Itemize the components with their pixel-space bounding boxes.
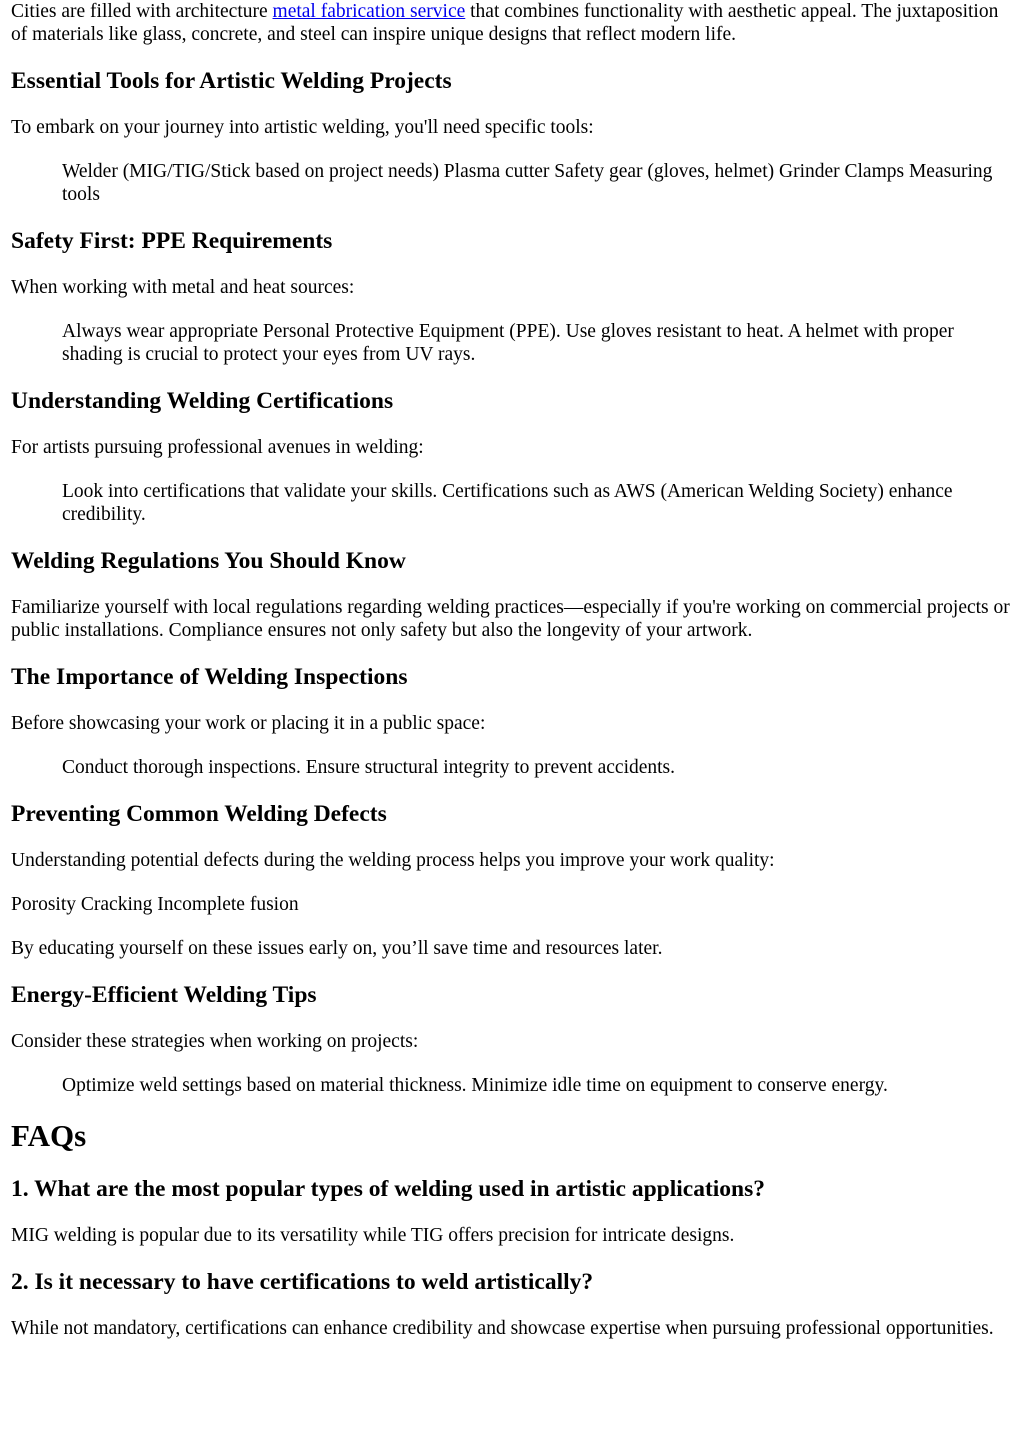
heading-inspections: The Importance of Welding Inspections: [11, 664, 408, 690]
energy-quote: Optimize weld settings based on material thickness. Minimize idle time on equipment to conserve energy.: [62, 1075, 888, 1096]
heading-essential-tools: Essential Tools for Artistic Welding Projects: [11, 68, 452, 94]
heading-regulations: Welding Regulations You Should Know: [11, 548, 406, 574]
safety-lead: When working with metal and heat sources:: [11, 277, 355, 298]
faq-question-1: 1. What are the most popular types of welding used in artistic applications?: [11, 1176, 766, 1202]
heading-certifications: Understanding Welding Certifications: [11, 388, 394, 414]
heading-defects: Preventing Common Welding Defects: [11, 801, 387, 827]
heading-safety-ppe: Safety First: PPE Requirements: [11, 228, 333, 254]
defects-lead: Understanding potential defects during the welding process helps you improve your work quality:: [11, 850, 775, 871]
defects-list: Porosity Cracking Incomplete fusion: [11, 894, 299, 915]
heading-energy-efficient: Energy-Efficient Welding Tips: [11, 982, 317, 1008]
safety-quote: Always wear appropriate Personal Protective Equipment (PPE). Use gloves resistant to heat. A helmet with proper shading is crucial to protect your eyes from UV rays.: [62, 321, 954, 365]
inspections-quote: Conduct thorough inspections. Ensure structural integrity to prevent accidents.: [62, 757, 676, 778]
faqs-heading: FAQs: [11, 1118, 87, 1153]
regs-body: Familiarize yourself with local regulations regarding welding practices—especially if you're working on commercial projects or public installations. Compliance ensures not only safety but also the longevity of your artwork.: [11, 597, 1010, 641]
faq-question-2: 2. Is it necessary to have certifications to weld artistically?: [11, 1269, 594, 1295]
intro-text-before-link: Cities are filled with architecture: [11, 1, 273, 22]
faq-answer-1: MIG welding is popular due to its versatility while TIG offers precision for intricate designs.: [11, 1225, 735, 1246]
intro-paragraph: [11, 0, 1014, 46]
metal-fabrication-service-link[interactable]: metal fabrication service: [272, 1, 466, 22]
certs-quote: Look into certifications that validate your skills. Certifications such as AWS (American Welding Society) enhance credibility.: [62, 481, 953, 525]
certs-lead: For artists pursuing professional avenues in welding:: [11, 437, 424, 458]
faq-answer-2: While not mandatory, certifications can enhance credibility and showcase expertise when pursuing professional opportunities.: [11, 1318, 994, 1339]
energy-lead: Consider these strategies when working on projects:: [11, 1031, 419, 1052]
intro-text-after-link: that combines functionality with aesthetic appeal. The juxtaposition of materials like glass, concrete, and steel can inspire unique designs that reflect modern life.: [11, 1, 999, 45]
tools-lead: To embark on your journey into artistic welding, you'll need specific tools:: [11, 117, 594, 138]
inspections-lead: Before showcasing your work or placing it in a public space:: [11, 713, 486, 734]
tools-quote: Welder (MIG/TIG/Stick based on project needs) Plasma cutter Safety gear (gloves, helmet) Grinder Clamps Measuring tools: [62, 161, 993, 205]
defects-closing: By educating yourself on these issues early on, you’ll save time and resources later.: [11, 938, 663, 959]
